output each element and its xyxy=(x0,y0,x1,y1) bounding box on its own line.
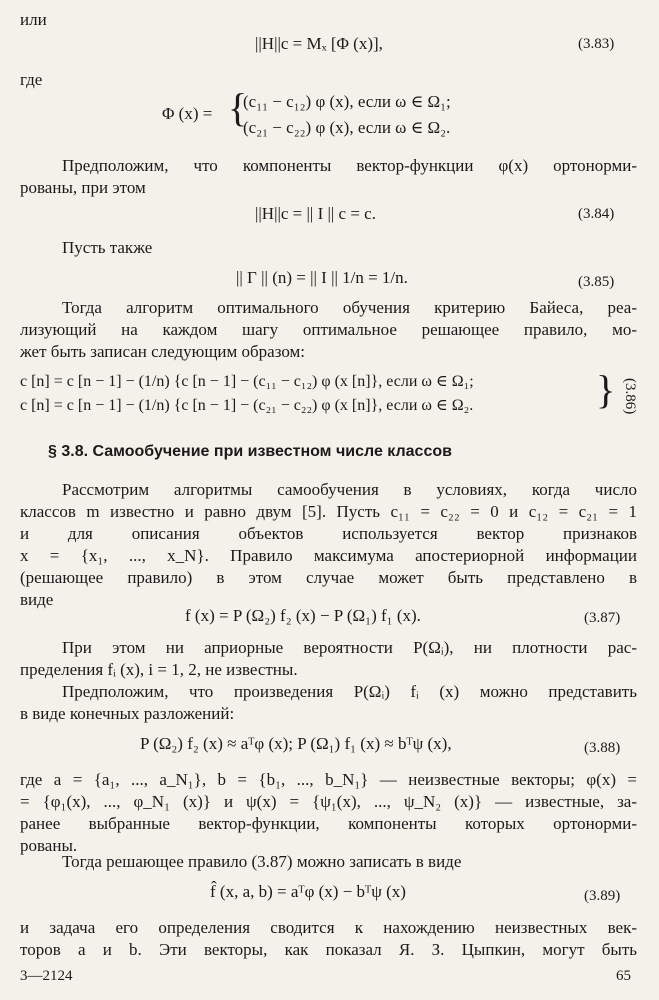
equation-3-85: || Γ || (n) = || I || 1/n = 1/n. xyxy=(236,268,408,287)
equation-phi-case-2: (c₂₁ − c₂₂) φ (x), если ω ∈ Ω₂. xyxy=(243,118,451,137)
text-line: Тогда алгоритм оптимального обучения критерию Байеса, реа- xyxy=(62,298,637,317)
text-line: рованы, при этом xyxy=(20,178,146,197)
equation-3-84: ||H||c = || I || c = c. xyxy=(255,204,376,223)
equation-3-87: f (x) = P (Ω₂) f₂ (x) − P (Ω₁) f₁ (x). xyxy=(185,606,421,625)
text-line: Предположим, что компоненты вектор-функции φ(x) ортонорми- xyxy=(62,156,637,175)
text-line: Тогда решающее правило (3.87) можно записать в виде xyxy=(62,852,462,871)
text-line: и для описания объектов используется вектор признаков xyxy=(20,524,637,543)
section-heading: § 3.8. Самообучение при известном числе классов xyxy=(48,443,452,460)
text-line: При этом ни априорные вероятности P(Ωᵢ), ни плотности рас- xyxy=(62,638,637,657)
equation-number: (3.85) xyxy=(578,274,615,290)
equation-phi-lhs: Φ (x) = xyxy=(162,104,213,123)
text-line: классов m известно и равно двум [5]. Пусть c₁₁ = c₂₂ = 0 и c₁₂ = c₂₁ = 1 xyxy=(20,502,637,521)
equation-3-86-line-1: c [n] = c [n − 1] − (1/n) {c [n − 1] − (c₁₁ − c₁₂) φ (x [n]}, если ω ∈ Ω₁; xyxy=(20,373,474,390)
text-line: и задача его определения сводится к нахождению неизвестных век- xyxy=(20,918,637,937)
equation-number: (3.88) xyxy=(584,740,621,756)
text-line: (решающее правило) в этом случае может быть представлено в xyxy=(20,568,637,587)
text-line: в виде конечных разложений: xyxy=(20,704,235,723)
text-line: где xyxy=(20,70,43,89)
equation-number: (3.84) xyxy=(578,206,615,222)
equation-3-88: P (Ω₂) f₂ (x) ≈ aᵀφ (x); P (Ω₁) f₁ (x) ≈ bᵀψ (x), xyxy=(140,734,452,753)
text-line: или xyxy=(20,10,47,29)
text-line: лизующий на каждом шагу оптимальное решающее правило, мо- xyxy=(20,320,637,339)
equation-number-rotated: (3.86) xyxy=(622,378,638,415)
equation-3-83: ||H||c = Mₓ [Φ (x)], xyxy=(255,34,383,53)
text-line: где a = {a₁, ..., a_N₁}, b = {b₁, ..., b_N₁} — неизвестные векторы; φ(x) = xyxy=(20,770,637,789)
text-line: пределения fᵢ (x), i = 1, 2, не известны. xyxy=(20,660,298,679)
text-line: x = {x₁, ..., x_N}. Правило максимума апостериорной информации xyxy=(20,546,637,565)
equation-3-86-line-2: c [n] = c [n − 1] − (1/n) {c [n − 1] − (c₂₁ − c₂₂) φ (x [n]}, если ω ∈ Ω₂. xyxy=(20,397,474,414)
right-brace-icon: } xyxy=(596,367,616,412)
text-line: Пусть также xyxy=(62,238,153,257)
left-brace-icon: { xyxy=(228,85,248,130)
text-line: = {φ₁(x), ..., φ_N₁ (x)} и ψ(x) = {ψ₁(x), ..., ψ_N₂ (x)} — известные, за- xyxy=(20,792,637,811)
printer-signature: 3—2124 xyxy=(20,968,73,984)
equation-3-89: f̂ (x, a, b) = aᵀφ (x) − bᵀψ (x) xyxy=(210,882,406,901)
page-number: 65 xyxy=(616,968,631,984)
equation-number: (3.83) xyxy=(578,36,615,52)
text-line: торов a и b. Эти векторы, как показал Я. З. Цыпкин, могут быть xyxy=(20,940,637,959)
equation-number: (3.87) xyxy=(584,610,621,626)
equation-number: (3.89) xyxy=(584,888,621,904)
text-line: рованы. xyxy=(20,836,78,855)
text-line: виде xyxy=(20,590,54,609)
text-line: жет быть записан следующим образом: xyxy=(20,342,305,361)
equation-phi-case-1: (c₁₁ − c₁₂) φ (x), если ω ∈ Ω₁; xyxy=(243,92,451,111)
text-line: Рассмотрим алгоритмы самообучения в условиях, когда число xyxy=(62,480,637,499)
text-line: ранее выбранные вектор-функции, компоненты которых ортонорми- xyxy=(20,814,637,833)
text-line: Предположим, что произведения P(Ωᵢ) fᵢ (x) можно представить xyxy=(62,682,637,701)
